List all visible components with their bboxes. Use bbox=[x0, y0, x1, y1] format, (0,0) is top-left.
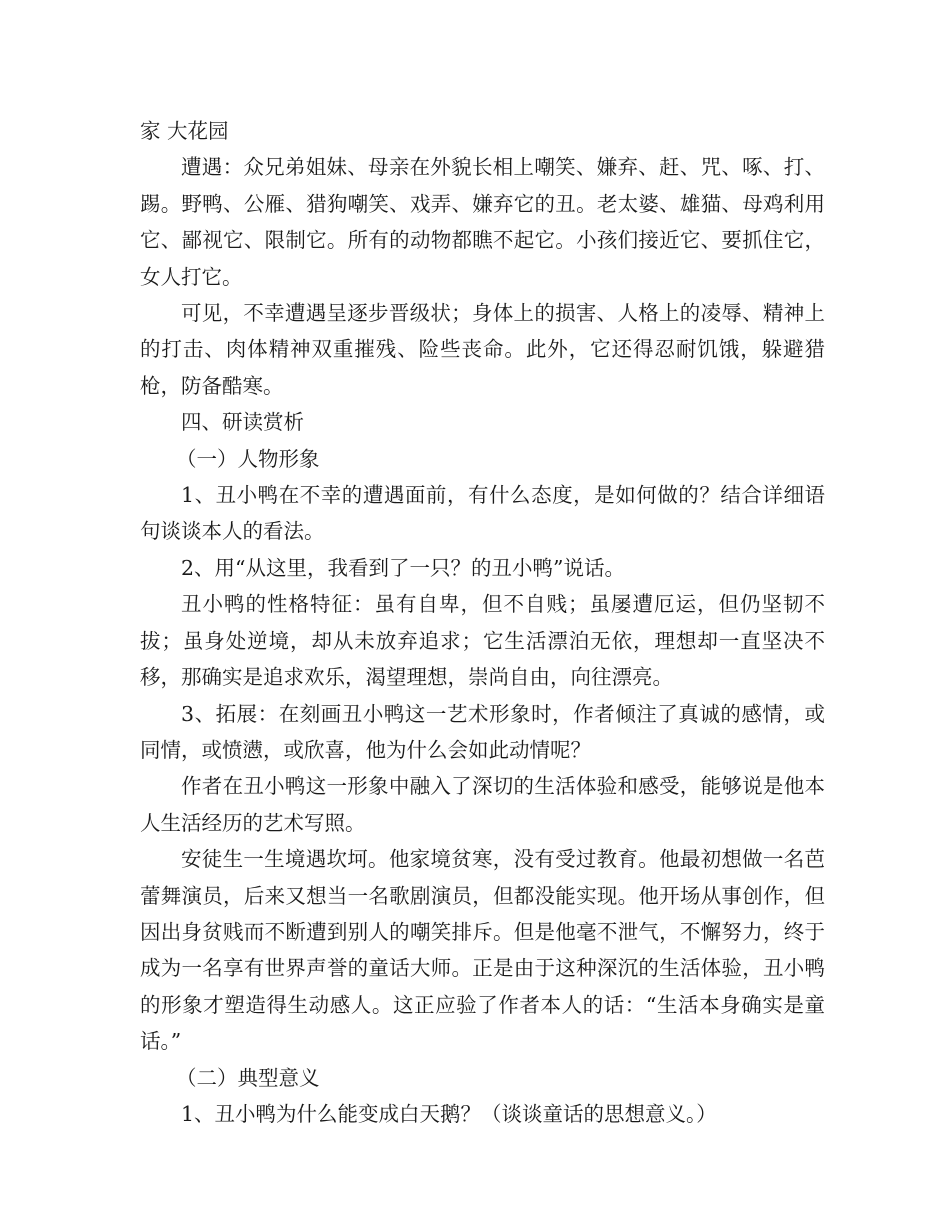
paragraph-encounters: 遭遇：众兄弟姐妹、母亲在外貌长相上嘲笑、嫌弃、赶、咒、啄、打、踢。野鸭、公雁、猎狗嘲笑、戏弄、嫌弃它的丑。老太婆、雄猫、母鸡利用它、鄙视它、限制它。所有的动物都瞧不起它。小孩们接近它、要抓住它，女人打它。 bbox=[140, 155, 825, 289]
question-3-extension: 3、拓展：在刻画丑小鸭这一艺术形象时，作者倾注了真诚的感情，或同情，或愤懑，或欣喜，他为什么会如此动情呢？ bbox=[140, 701, 825, 762]
subsection-heading-typical-meaning: （二）典型意义 bbox=[176, 1065, 320, 1090]
question-swan-transformation: 1、丑小鸭为什么能变成白天鹅？（谈谈童话的思想意义。） bbox=[181, 1101, 717, 1126]
section-heading-study-appreciation: 四、研读赏析 bbox=[181, 410, 304, 435]
question-2-sentence: 2、用“从这里，我看到了一只？的丑小鸭”说话。 bbox=[181, 555, 626, 580]
paragraph-setting-continued: 家 大花园 bbox=[140, 119, 229, 143]
subsection-heading-character-image: （一）人物形象 bbox=[176, 446, 320, 471]
paragraph-author-experience: 作者在丑小鸭这一形象中融入了深切的生活体验和感受，能够说是他本人生活经历的艺术写照。 bbox=[140, 774, 825, 835]
paragraph-character-traits: 丑小鸭的性格特征：虽有自卑，但不自贱；虽屡遭厄运，但仍坚韧不拔；虽身处逆境，却从未放弃追求；它生活漂泊无依，理想却一直坚决不移，那确实是追求欢乐，渴望理想，崇尚自由，向往漂亮。 bbox=[140, 592, 825, 690]
document-body bbox=[140, 113, 825, 1132]
paragraph-andersen-biography: 安徒生一生境遇坎坷。他家境贫寒，没有受过教育。他最初想做一名芭蕾舞演员，后来又想当一名歌剧演员，但都没能实现。他开场从事创作，但因出身贫贱而不断遭到别人的嘲笑排斥。但是他毫不泄气，不懈努力，终于成为一名享有世界声誉的童话大师。正是由于这种深沉的生活体验，丑小鸭的形象才塑造得生动感人。这正应验了作者本人的话：“生活本身确实是童话。” bbox=[140, 847, 825, 1054]
question-1-attitude: 1、丑小鸭在不幸的遭遇面前，有什么态度，是如何做的？结合详细语句谈谈本人的看法。 bbox=[140, 483, 825, 544]
paragraph-misfortune-escalation: 可见，不幸遭遇呈逐步晋级状；身体上的损害、人格上的凌辱、精神上的打击、肉体精神双重摧残、险些丧命。此外，它还得忍耐饥饿，躲避猎枪，防备酷寒。 bbox=[140, 301, 825, 398]
